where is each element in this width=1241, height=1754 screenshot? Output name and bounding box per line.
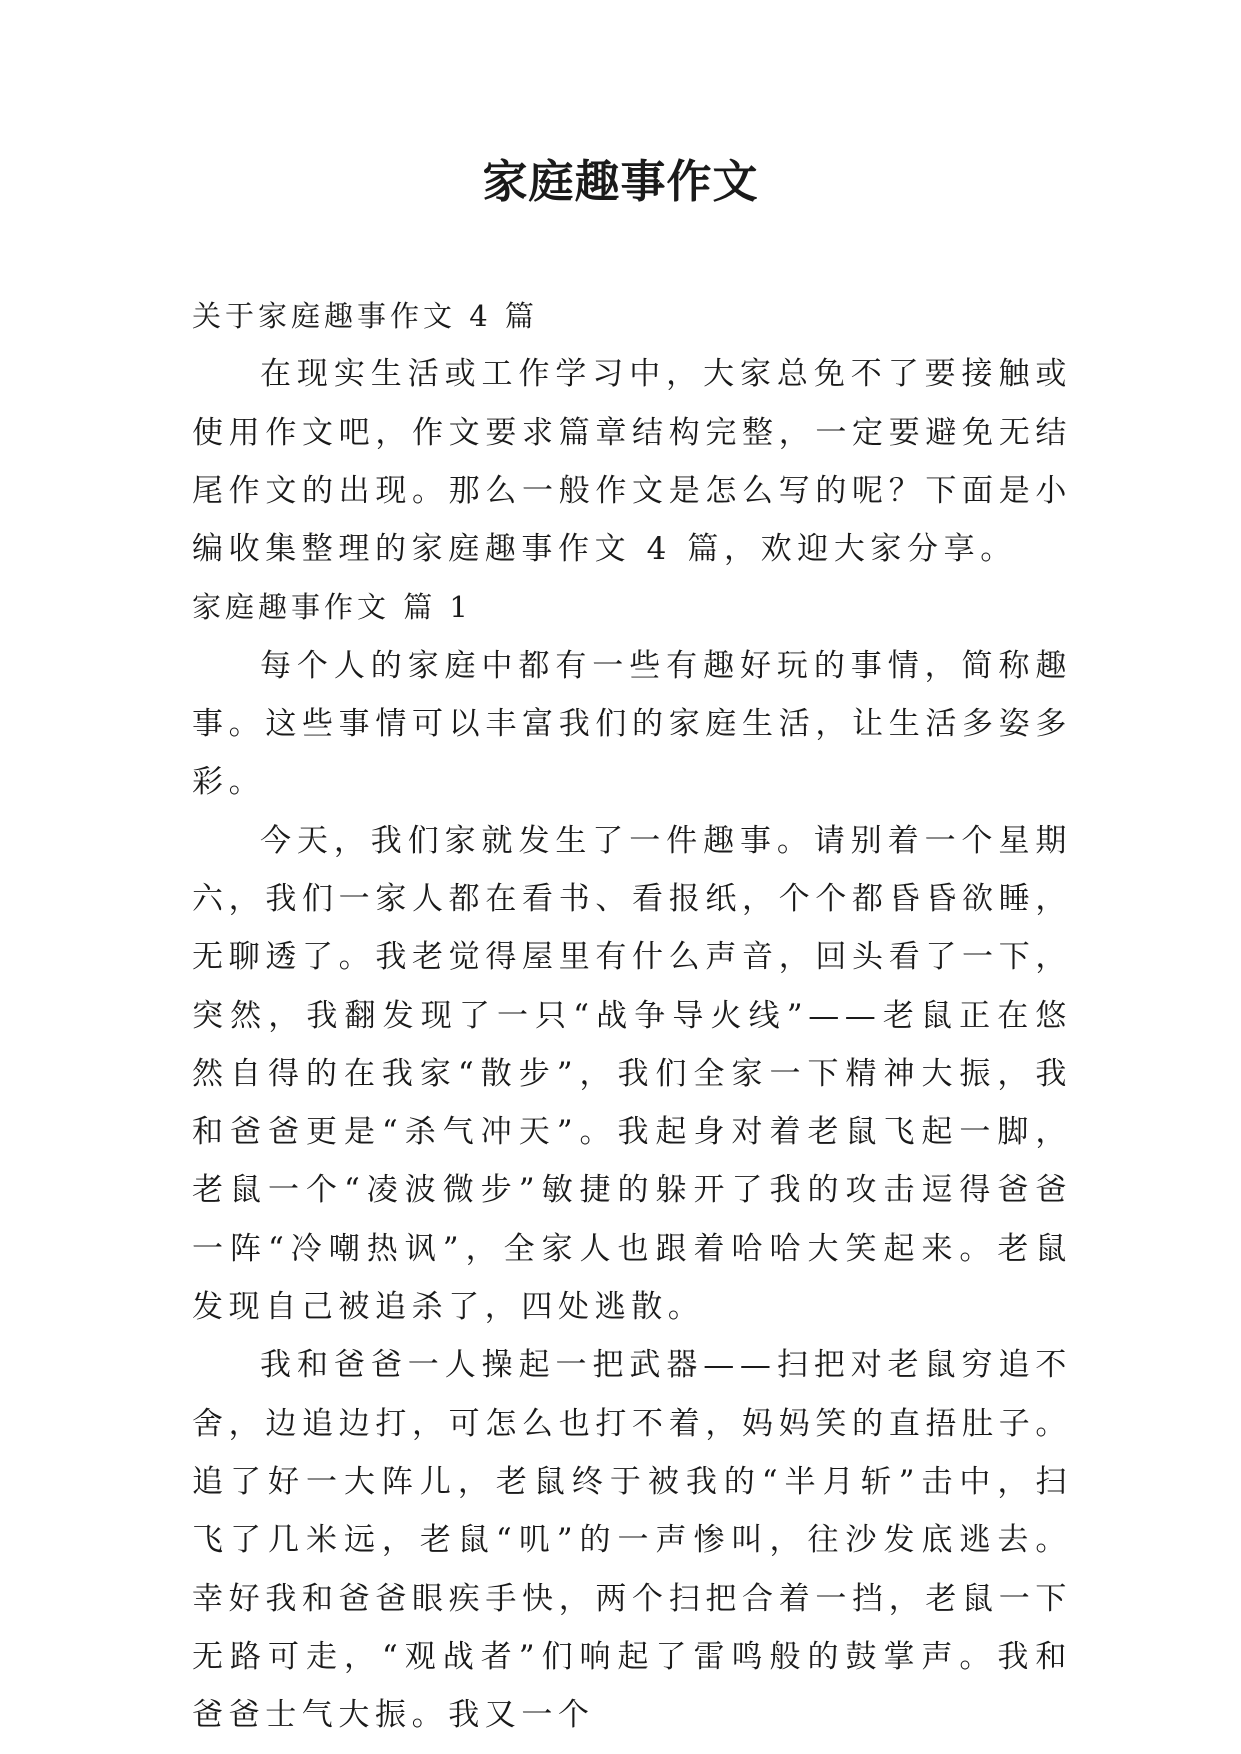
document-title: 家庭趣事作文 bbox=[482, 155, 759, 208]
intro-paragraph: 在现实生活或工作学习中，大家总免不了要接触或使用作文吧，作文要求篇章结构完整，一定要避免无结尾作文的出现。那么一般作文是怎么写的呢？下面是小编收集整理的家庭趣事作文 4 篇，欢迎大家分享。 bbox=[192, 356, 1072, 568]
article-heading: 关于家庭趣事作文 4 篇 bbox=[192, 299, 538, 333]
body-paragraph: 我和爸爸一人操起一把武器——扫把对老鼠穷追不舍，边追边打，可怎么也打不着，妈妈笑的直捂肚子。追了好一大阵儿，老鼠终于被我的“半月斩”击中，扫飞了几米远，老鼠“叽”的一声惨叫，往沙发底逃去。幸好我和爸爸眼疾手快，两个扫把合着一挡，老鼠一下无路可走，“观战者”们响起了雷鸣般的鼓掌声。我和爸爸士气大振。我又一个 bbox=[192, 1347, 1072, 1734]
body-paragraph: 每个人的家庭中都有一些有趣好玩的事情，简称趣事。这些事情可以丰富我们的家庭生活，让生活多姿多彩。 bbox=[192, 647, 1072, 801]
section-heading-1: 家庭趣事作文 篇 1 bbox=[192, 590, 472, 625]
body-paragraph: 今天，我们家就发生了一件趣事。请别着一个星期六，我们一家人都在看书、看报纸，个个都昏昏欲睡，无聊透了。我老觉得屋里有什么声音，回头看了一下，突然，我翻发现了一只“战争导火线”——老鼠正在悠然自得的在我家“散步”，我们全家一下精神大振，我和爸爸更是“杀气冲天”。我起身对着老鼠飞起一脚，老鼠一个“凌波微步”敏捷的躲开了我的攻击逗得爸爸一阵“冷嘲热讽”，全家人也跟着哈哈大笑起来。老鼠发现自己被追杀了，四处逃散。 bbox=[192, 822, 1072, 1326]
document-body bbox=[192, 287, 1072, 1744]
